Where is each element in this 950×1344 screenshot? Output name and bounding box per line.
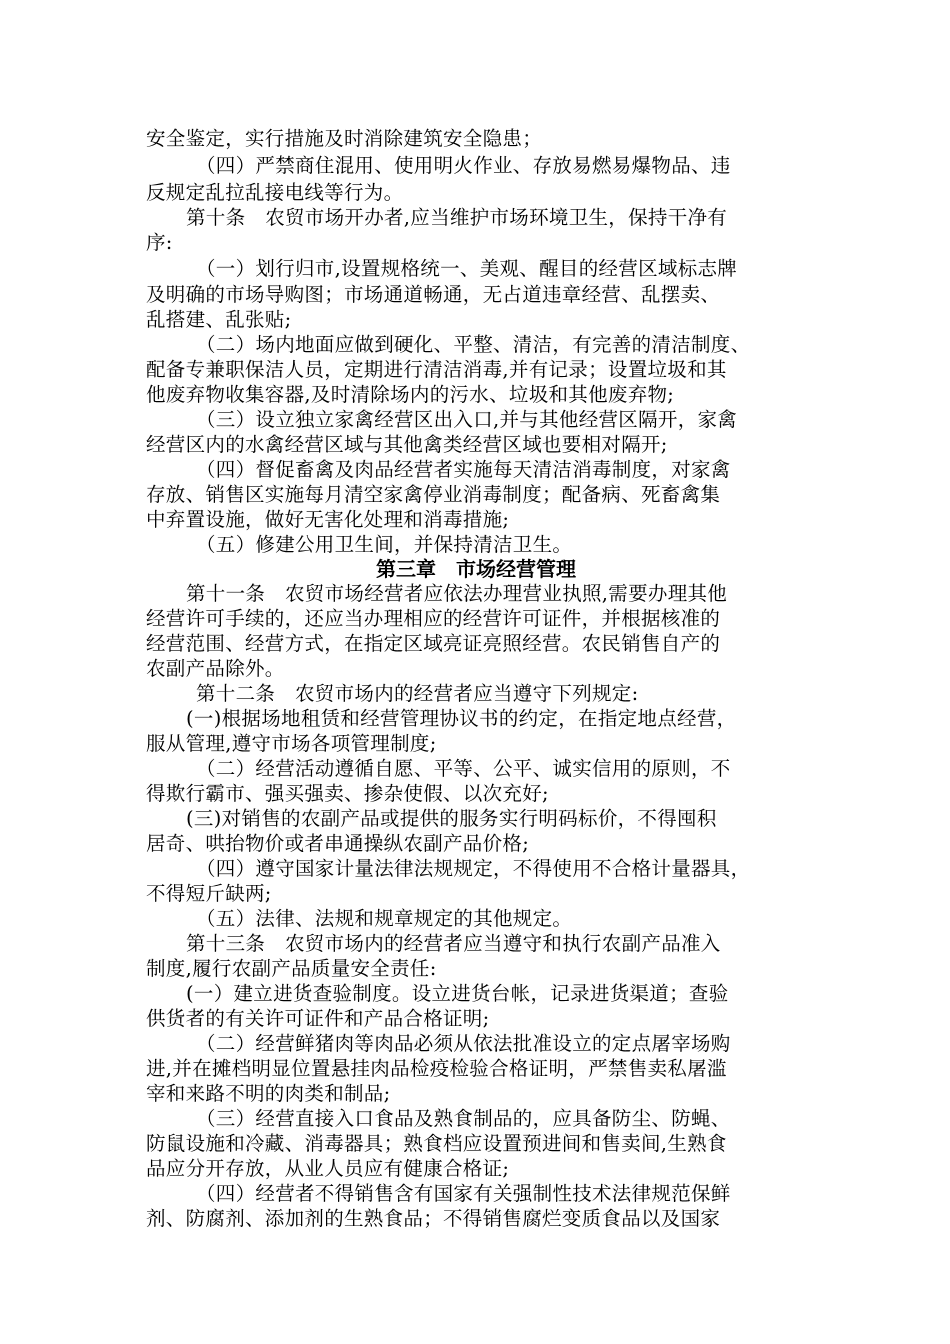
text-line: 存放、销售区实施每月清空家禽停业消毒制度；配备病、死畜禽集 <box>146 483 721 506</box>
text-line: 供货者的有关许可证件和产品合格证明; <box>146 1007 490 1030</box>
text-line: 经营范围、经营方式，在指定区域亮证亮照经营。农民销售自产的 <box>146 632 721 655</box>
text-line: 经营许可手续的，还应当办理相应的经营许可证件，并根据核准的 <box>146 607 721 630</box>
text-line: 宰和来路不明的肉类和制品; <box>146 1082 391 1105</box>
text-line: 配备专兼职保洁人员，定期进行清洁消毒,并有记录；设置垃圾和其 <box>146 358 727 381</box>
text-line: 安全鉴定，实行措施及时消除建筑安全隐患； <box>146 127 543 150</box>
text-line: 农副产品除外。 <box>146 657 285 680</box>
text-line: (三)对销售的农副产品或提供的服务实行明码标价，不得囤积 <box>186 807 717 830</box>
text-line: 经营区内的水禽经营区域与其他禽类经营区域也要相对隔开; <box>146 433 668 456</box>
text-line: 反规定乱拉乱接电线等行为。 <box>146 181 404 204</box>
text-line: 制度,履行农副产品质量安全责任: <box>146 957 437 980</box>
text-line: 服从管理,遵守市场各项管理制度; <box>146 732 437 755</box>
chapter-heading: 第三章 市场经营管理 <box>376 557 576 581</box>
text-line: （二）场内地面应做到硬化、平整、清洁，有完善的清洁制度、 <box>196 333 751 356</box>
text-line: 乱搭建、乱张贴; <box>146 308 292 331</box>
text-line: （二）经营鲜猪肉等肉品必须从依法批准设立的定点屠宰场购 <box>196 1032 731 1055</box>
text-line: 他废弃物收集容器,及时清除场内的污水、垃圾和其他废弃物; <box>146 383 675 406</box>
text-line: 序: <box>146 231 173 254</box>
text-line: 得欺行霸市、强买强卖、掺杂使假、以次充好; <box>146 782 549 805</box>
article-10-heading-line: 第十条 农贸市场开办者,应当维护市场环境卫生，保持干净有 <box>186 206 728 229</box>
text-line: 进,并在摊档明显位置悬挂肉品检疫检验合格证明，严禁售卖私屠滥 <box>146 1057 727 1080</box>
text-line: 中弃置设施，做好无害化处理和消毒措施; <box>146 508 510 531</box>
text-line: （一）划行归市,设置规格统一、美观、醒目的经营区域标志牌 <box>196 257 738 280</box>
article-13-heading-line: 第十三条 农贸市场内的经营者应当遵守和执行农副产品准入 <box>186 932 721 955</box>
text-line: 防鼠设施和冷藏、消毒器具；熟食档应设置预进间和售卖间,生熟食 <box>146 1132 727 1155</box>
text-line: （四）遵守国家计量法律法规规定，不得使用不合格计量器具， <box>196 857 751 880</box>
text-line: （四）经营者不得销售含有国家有关强制性技术法律规范保鲜 <box>196 1182 731 1205</box>
text-line: 居奇、哄抬物价或者串通操纵农副产品价格; <box>146 832 530 855</box>
text-line: （三）经营直接入口食品及熟食制品的，应具备防尘、防蝇、 <box>196 1107 731 1130</box>
text-line: (一)根据场地租赁和经营管理协议书的约定，在指定地点经营， <box>186 707 737 730</box>
article-11-heading-line: 第十一条 农贸市场经营者应依法办理营业执照,需要办理其他 <box>186 582 728 605</box>
text-line: （二）经营活动遵循自愿、平等、公平、诚实信用的原则，不 <box>196 757 731 780</box>
text-line: 剂、防腐剂、添加剂的生熟食品；不得销售腐烂变质食品以及国家 <box>146 1207 721 1230</box>
text-line: 及明确的市场导购图；市场通道畅通，无占道违章经营、乱摆卖、 <box>146 283 721 306</box>
text-line: （五）修建公用卫生间，并保持清洁卫生。 <box>196 533 573 556</box>
text-line: （三）设立独立家禽经营区出入口,并与其他经营区隔开，家禽 <box>196 408 738 431</box>
article-12-heading-line: 第十二条 农贸市场内的经营者应当遵守下列规定: <box>196 682 639 705</box>
text-line: （四）严禁商住混用、使用明火作业、存放易燃易爆物品、违 <box>196 154 731 177</box>
text-line: (一）建立进货查验制度。设立进货台帐，记录进货渠道；查验 <box>186 982 729 1005</box>
text-line: 不得短斤缺两; <box>146 882 272 905</box>
text-line: （五）法律、法规和规章规定的其他规定。 <box>196 907 573 930</box>
text-line: （四）督促畜禽及肉品经营者实施每天清洁消毒制度，对家禽 <box>196 458 731 481</box>
text-line: 品应分开存放，从业人员应有健康合格证; <box>146 1157 510 1180</box>
